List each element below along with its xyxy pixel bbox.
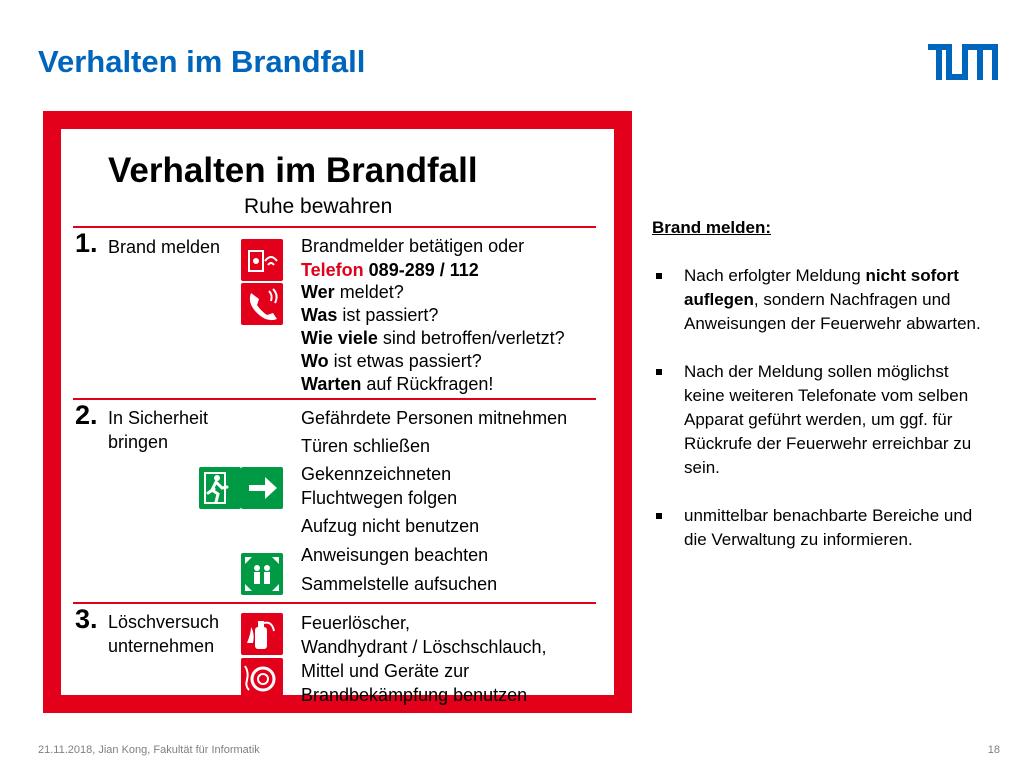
sign-instruction-line bbox=[301, 611, 410, 635]
sign-instruction-text: Sammelstelle aufsuchen bbox=[301, 574, 498, 594]
assembly-point-icon bbox=[241, 553, 283, 595]
sign-instruction-text: Gekennzeichneten bbox=[301, 464, 452, 484]
sign-instruction-line bbox=[301, 486, 457, 510]
sign-instruction-line bbox=[301, 326, 565, 350]
step-number: 1. bbox=[75, 228, 98, 258]
page-number: 18 bbox=[987, 744, 1000, 756]
sign-instruction-line bbox=[301, 349, 482, 373]
sign-instruction-text: Aufzug nicht benutzen bbox=[301, 516, 480, 536]
sign-instruction-text: 089-289 / 112 bbox=[363, 260, 479, 280]
sign-instruction-text: Brandmelder betätigen oder bbox=[301, 236, 525, 256]
sign-instruction-text: Mittel und Geräte zur bbox=[301, 661, 470, 681]
sign-divider bbox=[73, 602, 596, 604]
sign-instruction-text: Brandbekämpfung benutzen bbox=[301, 685, 528, 705]
sign-instruction-text: Warten bbox=[301, 374, 362, 394]
notes-bullet-list bbox=[652, 264, 992, 552]
sign-instruction-line bbox=[301, 572, 497, 596]
sign-subtitle: Ruhe bewahren bbox=[244, 195, 393, 218]
sign-divider bbox=[73, 398, 596, 400]
sign-instruction-line bbox=[301, 543, 488, 567]
arrow-right-icon bbox=[241, 467, 283, 509]
sign-instruction-line bbox=[301, 372, 493, 396]
sign-instruction-text: Was bbox=[301, 305, 338, 325]
sign-instruction-text: ist passiert? bbox=[337, 305, 439, 325]
sign-instruction-text: Fluchtwegen folgen bbox=[301, 488, 458, 508]
sign-instruction-line bbox=[301, 258, 479, 282]
sign-divider bbox=[73, 226, 596, 228]
notes-bullet bbox=[652, 264, 992, 336]
sign-instruction-text: auf Rückfragen! bbox=[361, 374, 494, 394]
sign-instruction-line bbox=[301, 406, 567, 430]
notes-bullet-text: unmittelbar benachbarte Bereiche und die Verwaltung zu informieren. bbox=[684, 506, 973, 549]
sign-panel bbox=[61, 129, 614, 705]
sign-instruction-text: Wer bbox=[301, 282, 335, 302]
footer-info: 21.11.2018, Jian Kong, Fakultät für Informatik bbox=[38, 744, 260, 756]
notes-bullet-text: Nach erfolgter Meldung bbox=[684, 266, 866, 285]
step-label: In Sicherheit bbox=[108, 408, 209, 428]
sign-instruction-text: sind betroffen/verletzt? bbox=[377, 328, 565, 348]
notes-bullet bbox=[652, 504, 992, 552]
sign-instruction-text: Telefon bbox=[301, 260, 364, 280]
sign-instruction-line bbox=[301, 462, 451, 486]
fire-alarm-icon bbox=[241, 239, 283, 281]
step-label: Löschversuch bbox=[108, 612, 220, 632]
fire-extinguisher-icon bbox=[241, 613, 283, 655]
sign-title: Verhalten im Brandfall bbox=[108, 151, 478, 190]
step-label: unternehmen bbox=[108, 636, 215, 656]
sign-instruction-text: Gefährdete Personen mitnehmen bbox=[301, 408, 568, 428]
notes-bullet bbox=[652, 360, 992, 480]
sign-instruction-text: Wandhydrant / Löschschlauch, bbox=[301, 637, 547, 657]
notes-bullet-text: , sondern Nachfragen und Anweisungen der Feuerwehr abwarten. bbox=[684, 290, 981, 333]
step-label: Brand melden bbox=[108, 237, 221, 257]
sign-instruction-text: Türen schließen bbox=[301, 436, 431, 456]
step-label: bringen bbox=[108, 432, 169, 452]
sign-instruction-text: Wie viele bbox=[301, 328, 378, 348]
sign-instruction-line bbox=[301, 635, 546, 659]
sign-instruction-line bbox=[301, 434, 430, 458]
sign-instruction-line bbox=[301, 683, 527, 707]
sign-instruction-line bbox=[301, 659, 469, 683]
notes-heading: Brand melden: bbox=[652, 218, 772, 237]
sign-instruction-text: Feuerlöscher, bbox=[301, 613, 411, 633]
sign-instruction-text: Wo bbox=[301, 351, 329, 371]
emergency-exit-icon bbox=[199, 467, 241, 509]
fire-safety-sign bbox=[43, 111, 632, 713]
notes-bullet-text: Nach der Meldung sollen möglichst keine weiteren Telefonate vom selben Apparat geführt werden, um ggf. für Rückrufe der Feuerwehr erreichbar zu sein. bbox=[684, 362, 972, 477]
step-number: 2. bbox=[75, 400, 98, 430]
sign-instruction-text: meldet? bbox=[334, 282, 404, 302]
sign-instruction-line bbox=[301, 234, 524, 258]
tum-logo bbox=[928, 44, 998, 80]
fire-hose-icon bbox=[241, 658, 283, 700]
notes-bullet-text: nicht sofort auflegen bbox=[684, 266, 959, 309]
sign-instruction-line bbox=[301, 303, 438, 327]
sign-instruction-line bbox=[301, 514, 479, 538]
sign-instruction-text: Anweisungen beachten bbox=[301, 545, 489, 565]
fire-phone-icon bbox=[241, 283, 283, 325]
sign-instruction-line bbox=[301, 280, 404, 304]
slide-title: Verhalten im Brandfall bbox=[38, 44, 366, 79]
step-number: 3. bbox=[75, 604, 98, 634]
notes-column bbox=[652, 216, 992, 576]
sign-instruction-text: ist etwas passiert? bbox=[328, 351, 482, 371]
